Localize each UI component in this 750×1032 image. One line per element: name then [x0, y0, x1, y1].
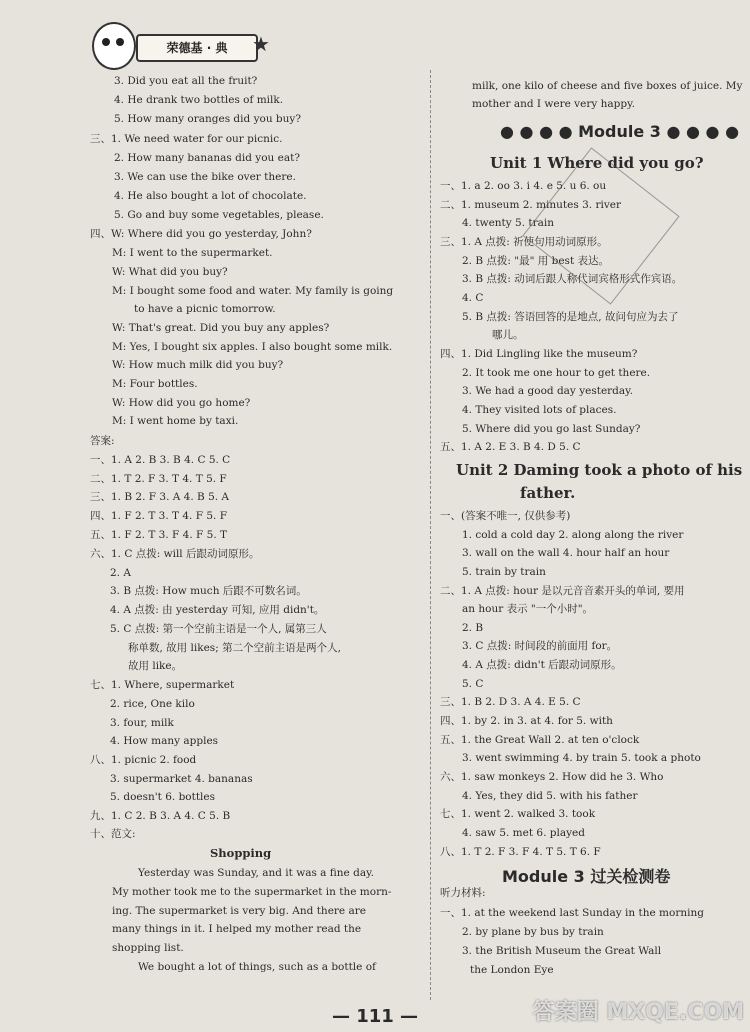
- text-line: 故用 like。: [128, 660, 183, 672]
- text-line: W: How much milk did you buy?: [112, 359, 284, 371]
- text-line: W: What did you buy?: [112, 266, 228, 278]
- text-line: 5. doesn't 6. bottles: [110, 791, 216, 803]
- text-line: 哪儿。: [492, 329, 524, 341]
- text-line: 三、1. B 2. D 3. A 4. E 5. C: [440, 696, 581, 708]
- text-line: M: I went to the supermarket.: [112, 247, 273, 259]
- text-line: 4. They visited lots of places.: [462, 404, 617, 416]
- text-line: M: Yes, I bought six apples. I also bought some milk.: [112, 341, 393, 353]
- text-line: 二、1. T 2. F 3. T 4. T 5. F: [90, 473, 227, 485]
- text-line: Yesterday was Sunday, and it was a fine day.: [138, 867, 374, 879]
- text-line: 十、范文:: [90, 828, 136, 840]
- text-line: 答案:: [90, 435, 115, 447]
- text-line: 2. B 点拨: "最" 用 best 表达。: [462, 255, 609, 267]
- text-line: M: I went home by taxi.: [112, 415, 239, 427]
- text-line: 九、1. C 2. B 3. A 4. C 5. B: [90, 810, 231, 822]
- text-line: 五、1. A 2. E 3. B 4. D 5. C: [440, 441, 581, 453]
- text-line: shopping list.: [112, 942, 184, 954]
- text-line: ing. The supermarket is very big. And there are: [112, 905, 366, 917]
- text-line: 1. cold a cold day 2. along along the river: [462, 529, 684, 541]
- text-line: 4. He drank two bottles of milk.: [114, 94, 284, 106]
- text-line: 一、(答案不唯一, 仅供参考): [440, 510, 571, 522]
- text-line: 四、W: Where did you go yesterday, John?: [90, 228, 312, 240]
- text-line: mother and I were very happy.: [472, 98, 635, 110]
- text-line: 2. It took me one hour to get there.: [462, 367, 651, 379]
- text-line: 八、1. picnic 2. food: [90, 754, 197, 766]
- text-line: M: Four bottles.: [112, 378, 198, 390]
- text-line: 三、1. A 点拨: 祈使句用动词原形。: [440, 236, 608, 248]
- text-line: 七、1. went 2. walked 3. took: [440, 808, 596, 820]
- text-line: 八、1. T 2. F 3. F 4. T 5. T 6. F: [440, 846, 601, 858]
- text-line: 称单数, 故用 likes; 第二个空前主语是两个人,: [128, 642, 341, 654]
- text-line: My mother took me to the supermarket in the morn-: [112, 886, 392, 898]
- text-line: 3. supermarket 4. bananas: [110, 773, 253, 785]
- text-line: W: That's great. Did you buy any apples?: [112, 322, 330, 334]
- text-line: 二、1. museum 2. minutes 3. river: [440, 199, 621, 211]
- text-line: 4. Yes, they did 5. with his father: [462, 790, 638, 802]
- logo-banner: 荣德基 · 典: [136, 34, 258, 62]
- text-line: many things in it. I helped my mother read the: [112, 923, 362, 935]
- text-line: 六、1. C 点拨: will 后跟动词原形。: [90, 548, 260, 560]
- text-line: 3. four, milk: [110, 717, 174, 729]
- text-line: 六、1. saw monkeys 2. How did he 3. Who: [440, 771, 664, 783]
- section-heading: father.: [520, 484, 576, 502]
- text-line: 3. We can use the bike over there.: [114, 171, 296, 183]
- text-line: 四、1. Did Lingling like the museum?: [440, 348, 638, 360]
- text-line: 5. How many oranges did you buy?: [114, 113, 301, 125]
- text-line: 一、1. a 2. oo 3. i 4. e 5. u 6. ou: [440, 180, 607, 192]
- text-line: 5. B 点拨: 答语回答的是地点, 故问句应为去了: [462, 311, 679, 323]
- essay-title: Shopping: [210, 846, 272, 860]
- text-line: 4. A 点拨: 由 yesterday 可知, 应用 didn't。: [110, 604, 325, 616]
- text-line: 3. B 点拨: 动词后跟人称代词宾格形式作宾语。: [462, 273, 683, 285]
- header-logo: [92, 22, 272, 68]
- text-line: 三、1. We need water for our picnic.: [90, 133, 283, 145]
- text-line: M: I bought some food and water. My family is going: [112, 285, 394, 297]
- text-line: an hour 表示 "一个小时"。: [462, 603, 594, 615]
- text-line: 二、1. A 点拨: hour 是以元音音素开头的单词, 要用: [440, 585, 685, 597]
- text-line: 4. He also bought a lot of chocolate.: [114, 190, 307, 202]
- text-line: to have a picnic tomorrow.: [134, 303, 276, 315]
- text-line: 4. How many apples: [110, 735, 219, 747]
- text-line: 5. Go and buy some vegetables, please.: [114, 209, 324, 221]
- text-line: 5. C 点拨: 第一个空前主语是一个人, 属第三人: [110, 623, 327, 635]
- text-line: 5. C: [462, 678, 484, 690]
- text-line: 3. B 点拨: How much 后跟不可数名词。: [110, 585, 307, 597]
- column-divider: [430, 70, 431, 1000]
- section-heading: Unit 2 Daming took a photo of his: [456, 461, 743, 479]
- text-line: 五、1. the Great Wall 2. at ten o'clock: [440, 734, 640, 746]
- text-line: 听力材料:: [440, 887, 486, 899]
- text-line: 4. saw 5. met 6. played: [462, 827, 585, 839]
- text-line: 七、1. Where, supermarket: [90, 679, 235, 691]
- text-line: 2. rice, One kilo: [110, 698, 195, 710]
- text-line: 3. the British Museum the Great Wall: [462, 945, 662, 957]
- text-line: milk, one kilo of cheese and five boxes of juice. My: [472, 80, 743, 92]
- text-line: 4. C: [462, 292, 484, 304]
- text-line: the London Eye: [470, 964, 554, 976]
- text-line: We bought a lot of things, such as a bottle of: [138, 961, 376, 973]
- text-line: 一、1. A 2. B 3. B 4. C 5. C: [90, 454, 231, 466]
- text-line: 三、1. B 2. F 3. A 4. B 5. A: [90, 491, 230, 503]
- section-heading: ● ● ● ● Module 3 ● ● ● ●: [500, 122, 740, 141]
- text-line: 4. A 点拨: didn't 后跟动词原形。: [462, 659, 622, 671]
- text-line: 一、1. at the weekend last Sunday in the morning: [440, 907, 704, 919]
- section-heading: Module 3 过关检测卷: [502, 867, 671, 886]
- page-number: — 111 —: [331, 1006, 419, 1027]
- text-line: 四、1. F 2. T 3. T 4. F 5. F: [90, 510, 227, 522]
- text-line: 3. Did you eat all the fruit?: [114, 75, 258, 87]
- text-line: 5. train by train: [462, 566, 546, 578]
- star-icon: ★: [252, 32, 270, 56]
- text-line: 3. We had a good day yesterday.: [462, 385, 634, 397]
- text-line: 3. went swimming 4. by train 5. took a photo: [462, 752, 701, 764]
- text-line: 五、1. F 2. T 3. F 4. F 5. T: [90, 529, 227, 541]
- text-line: 四、1. by 2. in 3. at 4. for 5. with: [440, 715, 613, 727]
- text-line: 2. A: [110, 567, 131, 579]
- mascot-icon: [92, 22, 136, 70]
- section-heading: Unit 1 Where did you go?: [490, 154, 704, 172]
- text-line: 2. How many bananas did you eat?: [114, 152, 300, 164]
- text-line: 4. twenty 5. train: [462, 217, 555, 229]
- text-line: 3. wall on the wall 4. hour half an hour: [462, 547, 670, 559]
- text-line: 3. C 点拨: 时间段的前面用 for。: [462, 640, 618, 652]
- text-line: 2. B: [462, 622, 484, 634]
- watermark: 答案圈 MXQE.COM: [532, 1000, 744, 1025]
- text-line: 5. Where did you go last Sunday?: [462, 423, 641, 435]
- text-line: 2. by plane by bus by train: [462, 926, 604, 938]
- text-line: W: How did you go home?: [112, 397, 251, 409]
